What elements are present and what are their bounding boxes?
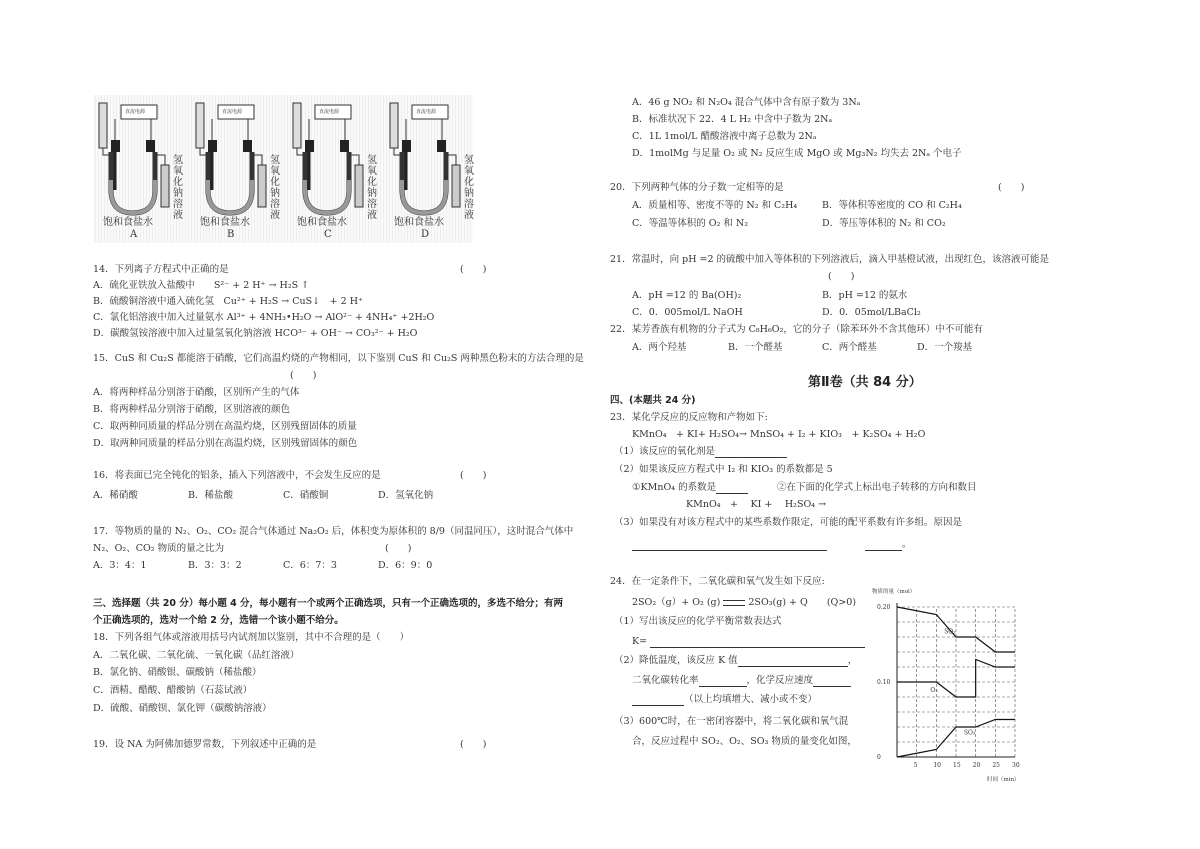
y-tick-label: 0.10 xyxy=(877,679,891,686)
x-tick-label: 10 xyxy=(933,762,941,769)
option-b: B．pH =12 的氨水 xyxy=(822,290,908,301)
option-a: A．二氧化碳、二氧化硫、一氧化碳（品红溶液） xyxy=(93,650,300,661)
option-b: B．稀盐酸 xyxy=(188,490,233,501)
q23-part-1-text: （1）该反应的氧化剂是 xyxy=(614,446,716,457)
answer-blank[interactable] xyxy=(715,447,787,458)
q23-part-2a xyxy=(632,482,748,494)
q24-part-2b xyxy=(632,675,851,687)
apparatus-b xyxy=(190,95,285,243)
option-d: D．等压等体积的 N₂ 和 CO₂ xyxy=(822,218,946,229)
q20-stem: 20．下列两种气体的分子数一定相等的是 xyxy=(610,182,784,193)
hint-text: （以上均填增大、减小或不变） xyxy=(684,694,818,705)
naoh-solution-label: 氢氧化钠溶液 xyxy=(464,155,474,221)
q19-stem: 19．设 NA 为阿佛加德罗常数，下列叙述中正确的是 xyxy=(93,739,317,750)
option-b: B．标准状况下 22．4 L H₂ 中含中子数为 2Nₐ xyxy=(632,114,833,125)
q24-equation xyxy=(632,597,856,609)
answer-blank[interactable] xyxy=(813,676,851,687)
q24-part-2-text: （2）降低温度，该反应 K 值 xyxy=(614,655,738,666)
y-axis-label: 物质的量（mol） xyxy=(872,589,916,595)
answer-blank[interactable] xyxy=(699,676,747,687)
option-d: D．取两种同质量的样品分别在高温灼烧，区别残留固体的颜色 xyxy=(93,438,358,449)
q24-part-2 xyxy=(614,655,857,667)
option-label: B xyxy=(227,229,235,240)
power-supply-label: 直流电源 xyxy=(222,109,243,115)
option-d: D．碳酸氢铵溶液中加入过量氢氧化钠溶液 HCO³⁻ + OH⁻ → CO₃²⁻ + H₂O xyxy=(93,328,418,339)
brine-label: 饱和食盐水 xyxy=(103,217,153,228)
option-d: D．0．05mol/LBaCl₂ xyxy=(822,307,921,318)
q24-part-3b: 合，反应过程中 SO₂、O₂、SO₃ 物质的量变化如图， xyxy=(632,736,857,747)
k-label: K= xyxy=(632,636,648,647)
x-tick-label: 20 xyxy=(972,762,981,769)
option-b: B．氯化钠、硝酸银、碳酸钠（稀盐酸） xyxy=(93,667,262,678)
x-axis-label: 时间（min） xyxy=(987,777,1020,783)
equation-left: 2SO₂（g）+ O₂ (g) xyxy=(632,597,721,608)
answer-blank[interactable] xyxy=(865,540,902,551)
q23-stem: 23．某化学反应的反应物和产物如下: xyxy=(610,412,768,423)
option-label: A xyxy=(130,229,138,240)
x-tick-label: 15 xyxy=(953,762,961,769)
option-a: A．两个羟基 xyxy=(632,342,687,353)
answer-paren: ( ) xyxy=(460,470,487,481)
answer-blank[interactable] xyxy=(716,483,748,494)
option-b: B．硫酸铜溶液中通入硫化氢 Cu²⁺ + H₂S → CuS↓ + 2 H⁺ xyxy=(93,296,363,307)
option-d: D．一个羧基 xyxy=(917,342,973,353)
option-label: C xyxy=(324,229,332,240)
option-d: D．6：9：0 xyxy=(378,560,433,571)
q23-part-2a-text: ①KMnO₄ 的系数是 xyxy=(632,482,717,493)
option-c: C．两个醛基 xyxy=(822,342,877,353)
option-b: B．3：3：2 xyxy=(188,560,242,571)
option-c: C．等温等体积的 O₂ 和 N₂ xyxy=(632,218,749,229)
apparatus-c xyxy=(287,95,382,243)
conversion-text: 二氧化碳转化率 xyxy=(632,675,699,686)
q24-part-1: （1）写出该反应的化学平衡常数表达式 xyxy=(614,616,782,627)
part-2-title: 第Ⅱ卷（共 84 分） xyxy=(808,375,922,390)
answer-paren: ( ) xyxy=(998,182,1025,193)
apparatus-a xyxy=(93,95,188,243)
reversible-arrow-icon xyxy=(723,600,745,606)
q17-stem-2: N₂、O₂、CO₂ 物质的量之比为 xyxy=(93,543,225,554)
option-a: A．46 g NO₂ 和 N₂O₄ 混合气体中含有原子数为 3Nₐ xyxy=(632,97,861,108)
q21-stem: 21．常温时，向 pH =2 的硫酸中加入等体积的下列溶液后，滴入甲基橙试液，出现红色，该溶液可能是 xyxy=(610,254,1050,265)
answer-paren: ( ) xyxy=(828,271,855,282)
answer-blank[interactable] xyxy=(632,695,684,706)
option-b: B．等体积等密度的 CO 和 C₂H₄ xyxy=(822,200,962,211)
y-tick-label: 0 xyxy=(877,754,881,761)
answer-paren: ( ) xyxy=(460,264,487,275)
q22-stem: 22．某芳香族有机物的分子式为 C₈H₆O₂，它的分子（除苯环外不含其他环）中不可能有 xyxy=(610,324,983,335)
option-c: C．取两种同质量的样品分别在高温灼烧，区别残留固体的质量 xyxy=(93,421,357,432)
answer-paren: ( ) xyxy=(460,739,487,750)
q18-stem: 18．下列各组气体或溶液用括号内试剂加以鉴别，其中不合理的是（ ） xyxy=(93,632,410,643)
answer-paren: ( ) xyxy=(385,543,412,554)
q23-part-2b: ②在下面的化学式上标出电子转移的方向和数目 xyxy=(777,482,977,493)
q16-stem: 16．将表面已完全钝化的铝条，插入下列溶液中，不会发生反应的是 xyxy=(93,470,381,481)
option-a: A．3：4：1 xyxy=(93,560,147,571)
q24-stem: 24．在一定条件下，二氧化碳和氧气发生如下反应: xyxy=(610,576,825,587)
option-d: D．氢氧化钠 xyxy=(378,490,434,501)
power-supply-label: 直流电源 xyxy=(319,109,340,115)
section-3-heading: 三、选择题（共 20 分）每小题 4 分，每小题有一个或两个正确选项，只有一个正确选项的，多选不给分；有两 xyxy=(93,598,564,609)
naoh-solution-label: 氢氧化钠溶液 xyxy=(270,155,280,221)
apparatus-d xyxy=(384,95,479,243)
brine-label: 饱和食盐水 xyxy=(200,217,250,228)
y-tick-label: 0.20 xyxy=(877,604,891,611)
option-a: A．将两种样品分别溶于硝酸，区别所产生的气体 xyxy=(93,387,300,398)
option-label: D xyxy=(421,229,430,240)
power-supply-label: 直流电源 xyxy=(125,109,146,115)
q23-part-3-answer xyxy=(632,539,912,551)
comma: ， xyxy=(847,655,858,666)
answer-paren: ( ) xyxy=(290,370,317,381)
equation-right: 2SO₃(g) + Q (Q>0) xyxy=(748,597,857,608)
q23-equation: KMnO₄ + KI+ H₂SO₄→ MnSO₄ + I₂ + KIO₃ + K₂SO₄ + H₂O xyxy=(632,429,926,440)
x-tick-label: 30 xyxy=(1012,762,1020,769)
option-a: A．质量相等、密度不等的 N₂ 和 C₂H₄ xyxy=(632,200,798,211)
q24-part-2c xyxy=(632,694,817,706)
brine-label: 饱和食盐水 xyxy=(394,217,444,228)
naoh-solution-label: 氢氧化钠溶液 xyxy=(173,155,183,221)
q14-stem: 14．下列离子方程式中正确的是 xyxy=(93,264,229,275)
q23-part-3: （3）如果没有对该方程式中的某些系数作限定，可能的配平系数有许多组。原因是 xyxy=(614,517,963,528)
q24-k-expression xyxy=(632,636,865,648)
option-a: A．硫化亚铁放入盐酸中 S²⁻ + 2 H⁺ → H₂S ↑ xyxy=(93,280,310,291)
option-c: C．氯化铝溶液中加入过量氨水 Al³⁺ + 4NH₃•H₂O → AlO²⁻ + 4NH₄⁺ +2H₂O xyxy=(93,312,435,323)
q23-part-2: （2）如果该反应方程式中 I₂ 和 KIO₃ 的系数都是 5 xyxy=(614,464,833,475)
x-tick-label: 5 xyxy=(913,762,918,769)
option-c: C．硝酸铜 xyxy=(283,490,329,501)
electrolysis-figure xyxy=(93,95,473,243)
x-tick-label: 25 xyxy=(992,762,1000,769)
q17-stem: 17．等物质的量的 N₂、O₂、CO₂ 混合气体通过 Na₂O₂ 后，体积变为原体积的 8/9（同温同压），这时混合气体中 xyxy=(93,526,574,537)
q15-stem: 15．CuS 和 Cu₂S 都能溶于硝酸，它们高温灼烧的产物相同，以下鉴别 CuS 和 Cu₂S 两种黑色粉末的方法合理的是 xyxy=(93,353,584,364)
option-a: A．稀硝酸 xyxy=(93,490,138,501)
section-4-heading: 四、(本题共 24 分) xyxy=(610,395,696,406)
answer-blank[interactable] xyxy=(650,637,865,648)
brine-label: 饱和食盐水 xyxy=(297,217,347,228)
option-b: B．将两种样品分别溶于硝酸，区别溶液的颜色 xyxy=(93,404,290,415)
series-label: O₂ xyxy=(930,686,938,694)
option-d: D．硫酸、硝酸钡、氯化钾（碳酸钠溶液） xyxy=(93,703,272,714)
answer-blank[interactable] xyxy=(632,540,827,551)
option-c: C．酒精、醋酸、醋酸钠（石蕊试液） xyxy=(93,685,253,696)
period: 。 xyxy=(902,539,912,550)
series-label: SO₃ xyxy=(963,729,976,737)
mole-time-graph xyxy=(870,585,1045,785)
q24-part-3: （3）600℃时，在一密闭容器中，将二氧化碳和氧气混 xyxy=(614,716,849,727)
series-label: SO₂ xyxy=(944,628,956,636)
naoh-solution-label: 氢氧化钠溶液 xyxy=(367,155,377,221)
rate-text: ，化学反应速度 xyxy=(746,675,814,686)
option-d: D．1molMg 与足量 O₂ 或 N₂ 反应生成 MgO 或 Mg₃N₂ 均失去 2Nₐ 个电子 xyxy=(632,148,962,159)
q23-part-2-equation: KMnO₄ + KI + H₂SO₄ → xyxy=(686,499,827,510)
option-a: A．pH =12 的 Ba(OH)₂ xyxy=(632,290,742,301)
option-c: C．1L 1mol/L 醋酸溶液中离子总数为 2Nₐ xyxy=(632,131,817,142)
answer-blank[interactable] xyxy=(738,656,848,667)
section-3-heading-2: 个正确选项的，选对一个给 2 分，选错一个该小题不给分。 xyxy=(93,615,344,626)
option-c: C．6：7：3 xyxy=(283,560,337,571)
option-c: C．0．005mol/L NaOH xyxy=(632,307,743,318)
q23-part-1 xyxy=(614,446,787,458)
option-b: B．一个醛基 xyxy=(728,342,783,353)
power-supply-label: 直流电源 xyxy=(416,109,437,115)
